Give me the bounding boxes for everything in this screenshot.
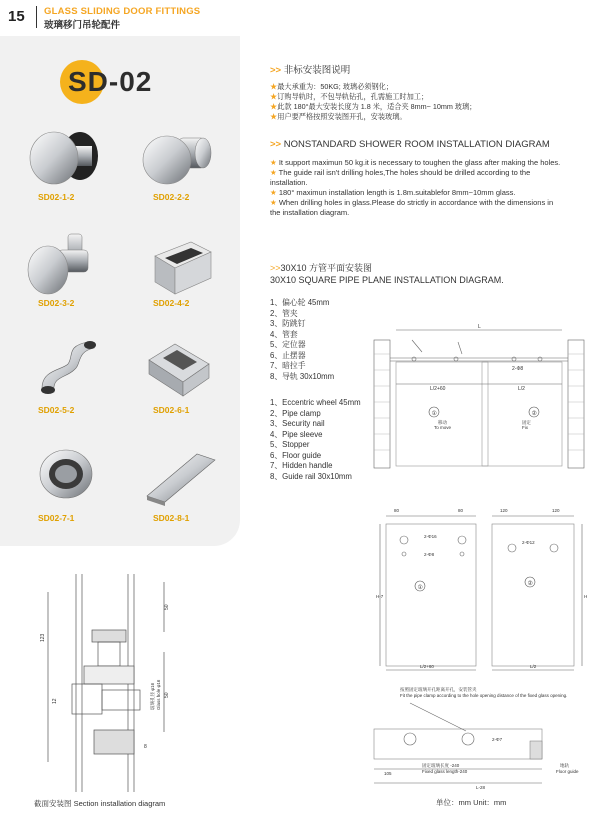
parts-list-cn: 1、偏心轮 45mm 2、管夹 3、防跳钉 4、管套 5、定位器 6、止摆器 7、暗拉手 8、导轨 30x10mm (270, 298, 335, 381)
product-code-6: SD02-6-1 (153, 405, 190, 415)
dim-label: L (478, 324, 481, 330)
product-image-2 (135, 120, 225, 192)
product-code-7: SD02-7-1 (38, 513, 75, 523)
page-number: 15 (8, 8, 25, 25)
fixed-glass-diagram (370, 685, 596, 793)
svg-text:②: ② (531, 411, 537, 417)
svg-text:To move: To move (434, 425, 452, 430)
svg-text:50: 50 (164, 604, 170, 610)
header-title-en: GLASS SLIDING DOOR FITTINGS (44, 6, 201, 17)
svg-text:移动: 移动 (438, 420, 447, 425)
svg-text:2-Φ16: 2-Φ16 (424, 534, 437, 539)
svg-text:12: 12 (52, 698, 58, 704)
svg-text:120: 120 (552, 508, 560, 513)
svg-text:①: ① (417, 585, 423, 591)
product-code-5: SD02-5-2 (38, 405, 75, 415)
cn-note: ★用户要严格按照安装图开孔，安装玻璃。 (270, 112, 407, 121)
svg-text:80: 80 (458, 508, 464, 513)
svg-text:②: ② (527, 581, 533, 587)
cn-note: ★订购导轨时，不包导轨钻孔，孔需施工时加工； (270, 92, 429, 101)
svg-text:H: H (584, 594, 588, 599)
svg-text:L/2+60: L/2+60 (430, 386, 446, 392)
svg-text:L/2: L/2 (518, 386, 525, 392)
en-note: ★ The guide rail isn't drilling holes,The holes should be drilled according to the installation. (270, 168, 531, 187)
svg-text:2-Φ8: 2-Φ8 (424, 552, 435, 557)
en-note: ★ When drilling holes in glass.Please do strictly in accordance with the dimensions in the installation diagram. (270, 198, 554, 217)
glass-hole-diagram (376, 502, 600, 674)
header-divider (36, 6, 37, 28)
svg-text:L/2: L/2 (530, 664, 537, 669)
svg-text:固定: 固定 (522, 420, 531, 425)
section-caption: 截面安装图 Section installation diagram (34, 799, 166, 808)
section-heading-en: >> NONSTANDARD SHOWER ROOM INSTALLATION DIAGRAM (270, 139, 550, 150)
svg-text:Glass hole φ16: Glass hole φ16 (156, 679, 161, 710)
svg-text:H-7: H-7 (376, 594, 384, 599)
svg-text:Fit the pipe clamp according t: Fit the pipe clamp according to the hole opening distance of the fixed glass opening. (400, 693, 568, 698)
svg-text:80: 80 (394, 508, 400, 513)
parts-list-en: 1、Eccentric wheel 45mm 2、Pipe clamp 3、Security nail 4、Pipe sleeve 5、Stopper 6、Floor guide 7、Hidden handle 8、Guide rail 30x10mm (270, 398, 361, 481)
svg-text:50: 50 (164, 692, 170, 698)
svg-text:123: 123 (40, 633, 46, 642)
svg-text:2-Φ7: 2-Φ7 (492, 737, 503, 742)
svg-text:固定玻璃长度 -240: 固定玻璃长度 -240 (422, 763, 460, 768)
cn-note: ★最大承重为：50KG; 玻璃必须钢化； (270, 82, 394, 91)
product-code-8: SD02-8-1 (153, 513, 190, 523)
svg-text:地轨: 地轨 (560, 763, 569, 768)
svg-text:L/2+60: L/2+60 (420, 664, 434, 669)
svg-text:①: ① (431, 411, 437, 417)
svg-text:L-28: L-28 (476, 785, 486, 790)
section-heading-cn: >> 非标安装图说明 (270, 65, 351, 76)
svg-text:105: 105 (384, 771, 392, 776)
svg-text:2-Φ12: 2-Φ12 (522, 540, 535, 545)
en-notes (270, 158, 562, 218)
product-code-3: SD02-3-2 (38, 298, 75, 308)
product-image-6 (135, 330, 225, 402)
section-installation-diagram (28, 572, 218, 794)
cn-notes (270, 82, 590, 122)
product-image-1 (22, 120, 112, 192)
square-pipe-title: >>30X10 方管平面安装图 30X10 SQUARE PIPE PLANE INSTALLATION DIAGRAM. (270, 263, 504, 285)
product-code-2: SD02-2-2 (153, 192, 190, 202)
svg-text:玻璃孔径 φ16: 玻璃孔径 φ16 (150, 682, 155, 710)
svg-text:120: 120 (500, 508, 508, 513)
product-image-4 (135, 228, 225, 300)
product-image-7 (22, 440, 112, 512)
svg-text:Fixed glass length-240: Fixed glass length-240 (422, 769, 468, 774)
unit-note: 单位：mm Unit：mm (436, 798, 507, 807)
en-note: ★ It support maximun 50 kg.it is necessary to toughen the glass after making the holes. (270, 158, 561, 167)
cn-note: ★此款 180°最大安装长度为 1.8 米，适合夹 8mm~ 10mm 玻璃； (270, 102, 477, 111)
svg-text:Floor guide: Floor guide (556, 769, 579, 774)
product-code-4: SD02-4-2 (153, 298, 190, 308)
product-image-3 (22, 228, 112, 300)
product-code-1: SD02-1-2 (38, 192, 75, 202)
product-image-5 (22, 330, 112, 402)
svg-text:Fix: Fix (522, 425, 528, 430)
svg-text:8: 8 (144, 744, 147, 750)
header-title-cn: 玻璃移门吊轮配件 (44, 20, 121, 31)
svg-text:按照固定玻璃开孔距离开孔，安装管夹: 按照固定玻璃开孔距离开孔，安装管夹 (400, 687, 477, 692)
svg-text:2-Φ8: 2-Φ8 (512, 366, 524, 372)
plane-installation-diagram (372, 318, 596, 476)
model-logo: SD-02 (68, 66, 153, 97)
product-image-8 (135, 440, 225, 512)
en-note: ★ 180° maximun installation length is 1.8m.suitablefor 8mm~10mm glass. (270, 188, 516, 197)
